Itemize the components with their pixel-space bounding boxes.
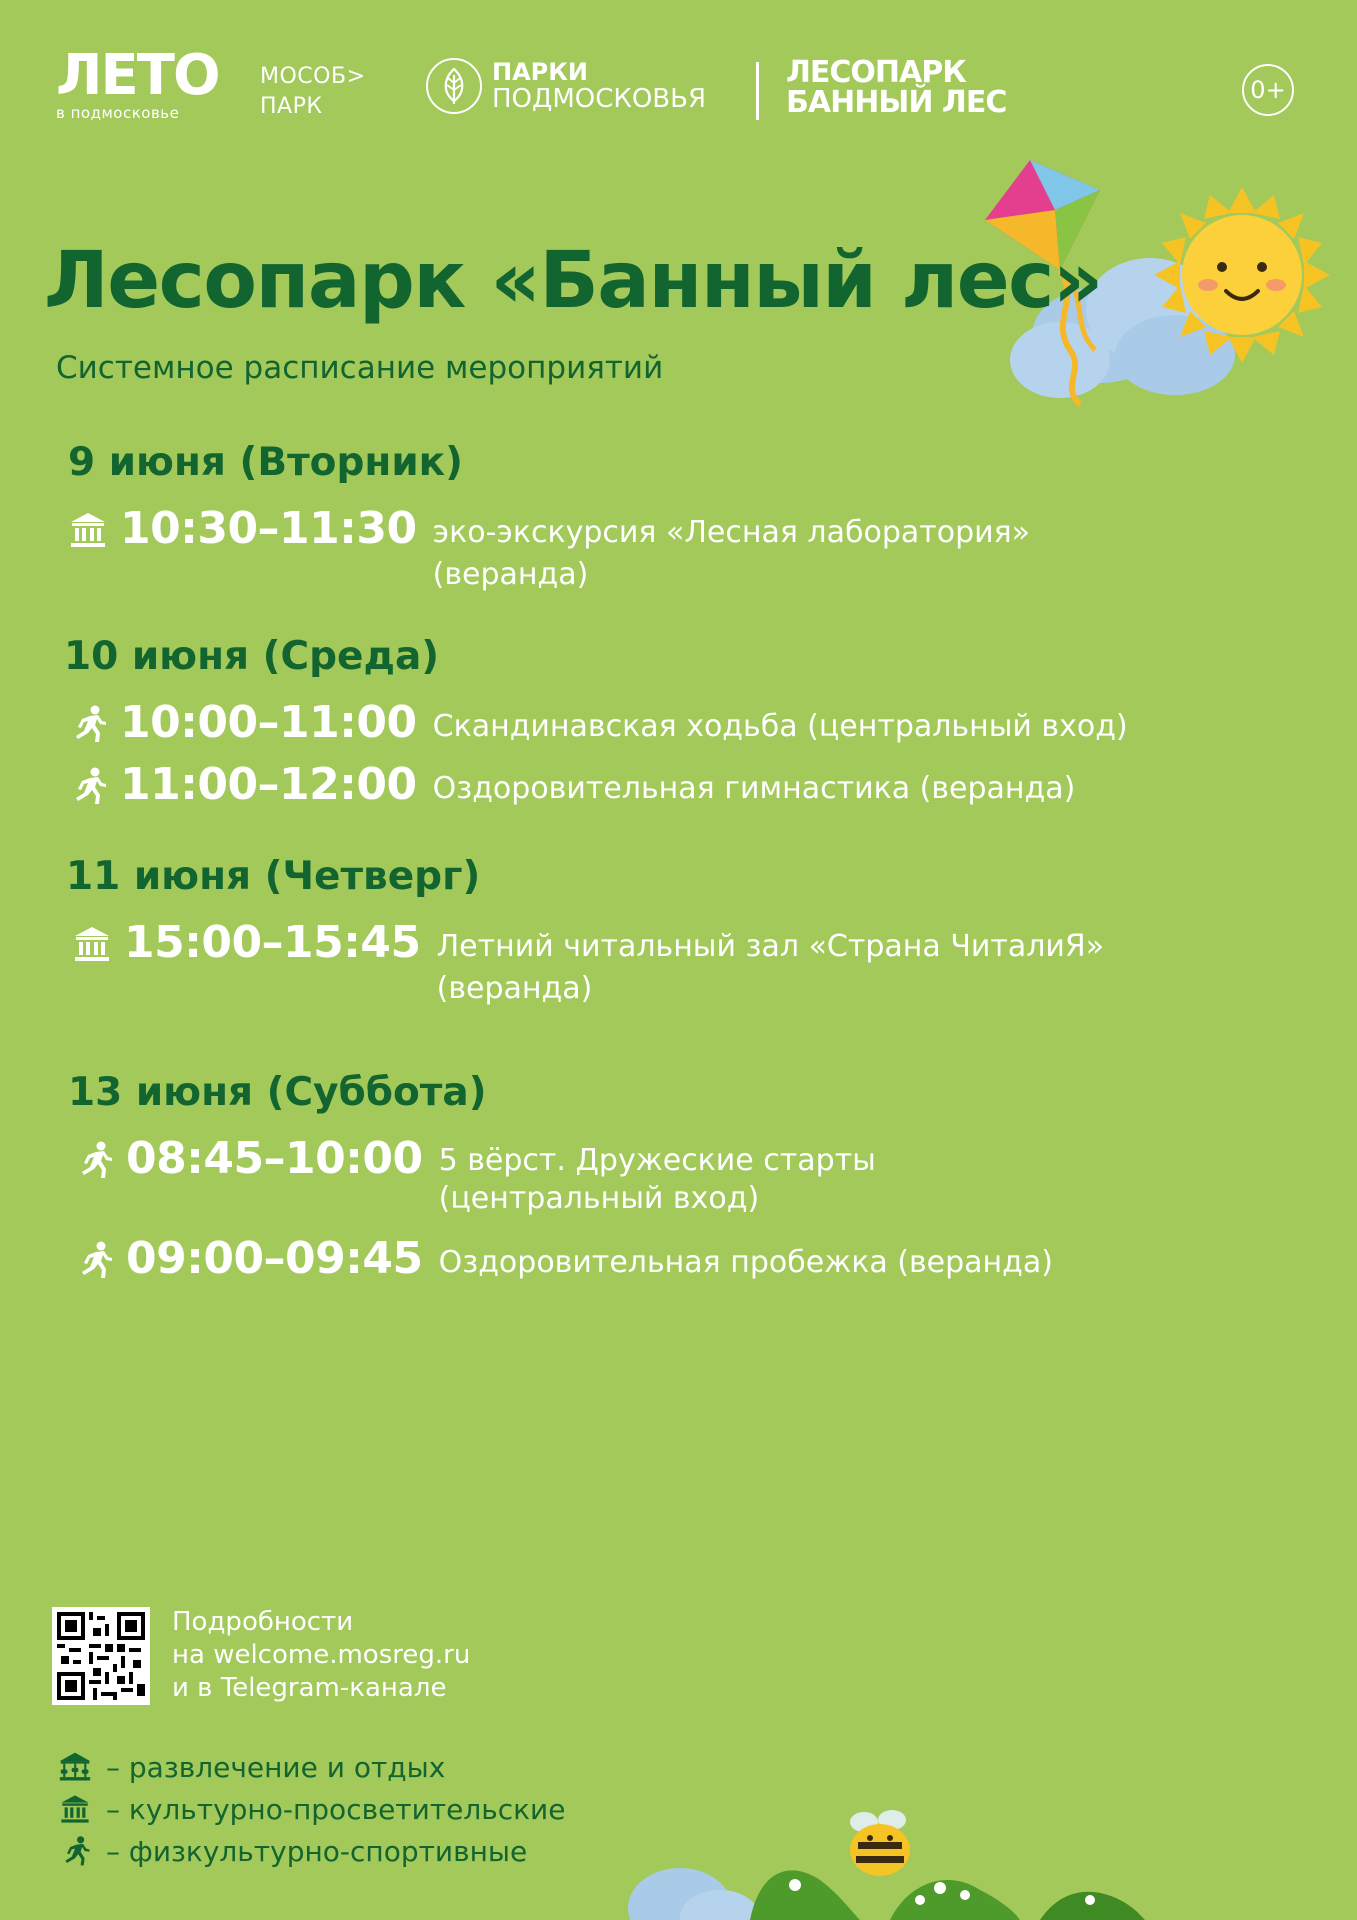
age-rating-badge: 0+: [1242, 64, 1294, 116]
legend-item-entertainment: [56, 1746, 565, 1788]
leto-logo-title: ЛЕТО: [56, 43, 219, 108]
parki-podmoskovya-logo: [426, 58, 706, 114]
mosobpark-logo-line1: МОСОБ>: [260, 64, 366, 89]
event-row: [74, 1132, 876, 1218]
event-description: Оздоровительная пробежка (веранда): [438, 1245, 1053, 1280]
event-row: [74, 1232, 1053, 1286]
header-divider: [756, 62, 759, 120]
lesopark-logo-line2: БАННЫЙ ЛЕС: [786, 85, 1007, 120]
event-description: Летний читальный зал «Страна ЧиталиЯ» (веранда): [436, 929, 1105, 1006]
event-row: [68, 758, 1075, 812]
event-time: 08:45–10:00: [126, 1133, 423, 1184]
legend-text: – культурно-просветительские: [106, 1792, 566, 1826]
runner-icon: [56, 1835, 94, 1867]
legend-item-sports: [56, 1830, 565, 1872]
event-row: [68, 696, 1128, 750]
event-description: Скандинавская ходьба (центральный вход): [432, 709, 1128, 744]
event-time: 15:00–15:45: [124, 917, 421, 968]
parki-logo-line2: ПОДМОСКОВЬЯ: [492, 84, 707, 114]
museum-icon: [56, 1793, 94, 1825]
event-description: 5 вёрст. Дружеские старты (центральный вход): [438, 1143, 876, 1216]
leto-logo: [56, 43, 219, 122]
day-heading-2: 10 июня (Среда): [64, 634, 440, 679]
event-time: 11:00–12:00: [120, 759, 417, 810]
legend-item-cultural: [56, 1788, 565, 1830]
runner-icon: [68, 704, 108, 744]
runner-icon: [68, 766, 108, 806]
qr-code[interactable]: [52, 1607, 150, 1705]
event-row: [68, 502, 1030, 596]
carousel-icon: [56, 1751, 94, 1783]
event-time: 10:00–11:00: [120, 697, 417, 748]
lesopark-logo: [786, 55, 1007, 120]
legend-text: – развлечение и отдых: [106, 1750, 446, 1784]
runner-icon: [74, 1240, 114, 1280]
day-heading-1: 9 июня (Вторник): [68, 440, 463, 485]
event-time: 10:30–11:30: [120, 503, 417, 554]
day-heading-4: 13 июня (Суббота): [68, 1070, 487, 1115]
bee-icon: [850, 1810, 910, 1876]
museum-icon: [72, 924, 112, 964]
mosobpark-logo-line2: ПАРК: [260, 94, 323, 119]
lesopark-logo-line1: ЛЕСОПАРК: [786, 55, 966, 90]
page-subtitle: Системное расписание мероприятий: [56, 350, 664, 386]
runner-icon: [74, 1140, 114, 1180]
mosobpark-logo: [260, 62, 366, 122]
page-title: Лесопарк «Банный лес»: [44, 236, 1102, 326]
event-row: [72, 916, 1104, 1010]
day-heading-3: 11 июня (Четверг): [66, 854, 481, 899]
legend: [56, 1746, 565, 1872]
event-time: 09:00–09:45: [126, 1233, 423, 1284]
details-text: Подробности на welcome.mosreg.ru и в Telegram-канале: [172, 1607, 471, 1703]
bee-grass-illustration: [620, 1800, 1357, 1920]
legend-text: – физкультурно-спортивные: [106, 1834, 528, 1868]
leaf-icon: [426, 58, 482, 114]
event-description: эко-экскурсия «Лесная лаборатория» (веранда): [432, 515, 1031, 592]
museum-icon: [68, 510, 108, 550]
leto-logo-subtitle: в подмосковье: [56, 104, 180, 122]
event-description: Оздоровительная гимнастика (веранда): [432, 771, 1076, 806]
parki-logo-line1: ПАРКИ: [492, 58, 588, 86]
